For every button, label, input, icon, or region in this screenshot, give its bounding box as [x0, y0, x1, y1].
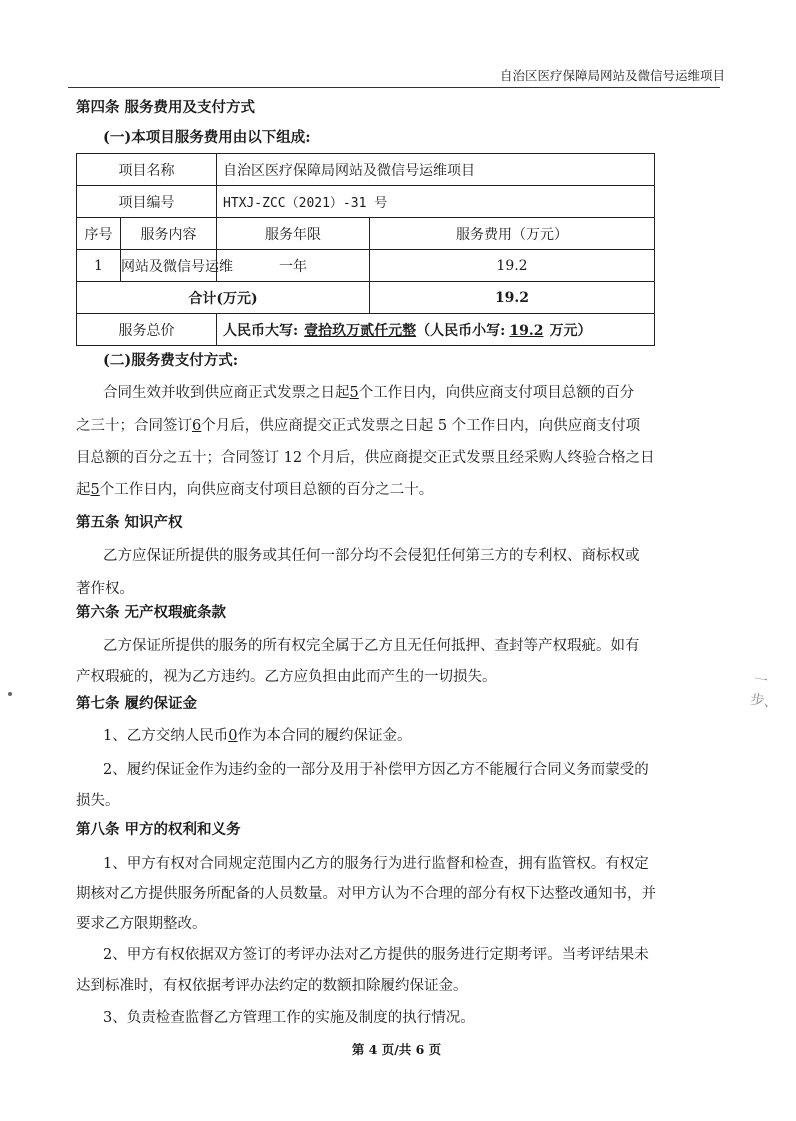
project-name-value: 自治区医疗保障局网站及微信号运维项目 — [217, 154, 655, 186]
text-span: 个月后，供应商提交正式发票之日起 5 个工作日内，向供应商支付项 — [201, 418, 641, 434]
payment-paragraph-line3: 目总额的百分之五十；合同签订 12 个月后，供应商提交正式发票且经采购人终验合格之日 — [76, 450, 655, 466]
article8-title: 第八条 甲方的权利和义务 — [76, 821, 241, 838]
table-price-row — [77, 314, 655, 346]
total-value: 19.2 — [370, 282, 655, 314]
col-header-period: 服务年限 — [217, 218, 370, 250]
running-header: 自治区医疗保障局网站及微信号运维项目 — [500, 68, 726, 83]
cell-period: 一年 — [217, 250, 370, 282]
article7-title: 第七条 履约保证金 — [76, 695, 198, 712]
article5-line2: 著作权。 — [76, 581, 134, 597]
payment-paragraph-line4 — [76, 478, 433, 499]
article5-title: 第五条 知识产权 — [76, 514, 183, 531]
project-name-label: 项目名称 — [77, 154, 217, 186]
margin-handwriting: 一步、 — [749, 671, 780, 713]
price-cn: 壹拾玖万贰仟元整 — [304, 322, 417, 339]
text-span: 个工作日内，向供应商支付项目总额的百分 — [358, 385, 635, 401]
days-value: 5 — [90, 482, 100, 498]
col-header-no: 序号 — [77, 218, 121, 250]
price-label: 服务总价 — [77, 314, 217, 346]
price-num-prefix: （人民币小写: — [416, 322, 506, 339]
page-number: 第 4 页/共 6 页 — [351, 1042, 442, 1057]
text-span: 合同生效并收到供应商正式发票之日起 — [103, 385, 350, 401]
payment-paragraph-line2 — [76, 414, 640, 435]
article8-line2: 期核对乙方提供服务所配备的人员数量。对甲方认为不合理的部分有权下达整改通知书，并 — [76, 886, 656, 902]
article6-line1: 乙方保证所提供的服务的所有权完全属于乙方且无任何抵押、查封等产权瑕疵。如有 — [103, 638, 640, 654]
article8-line3: 要求乙方限期整改。 — [76, 916, 207, 932]
total-label: 合计(万元) — [77, 282, 370, 314]
article6-title: 第六条 无产权瑕疵条款 — [76, 604, 227, 621]
cell-fee: 19.2 — [370, 250, 655, 282]
days-value: 5 — [349, 385, 359, 401]
text-span: 作为本合同的履约保证金。 — [237, 728, 412, 744]
months-value: 6 — [192, 418, 202, 434]
text-span: 个工作日内，向供应商支付项目总额的百分之二十。 — [99, 482, 434, 498]
article8-line6: 3、负责检查监督乙方管理工作的实施及制度的执行情况。 — [103, 1010, 475, 1026]
project-no-value: HTXJ-ZCC（2021）-31 号 — [217, 186, 655, 218]
table-total-row — [77, 282, 655, 314]
article7-line2: 2、履约保证金作为违约金的一部分及用于补偿甲方因乙方不能履行合同义务而蒙受的 — [103, 762, 649, 778]
table-row — [77, 250, 655, 282]
article5-line1: 乙方应保证所提供的服务或其任何一部分均不会侵犯任何第三方的专利权、商标权或 — [103, 548, 640, 564]
fee-composition-subtitle: (一)本项目服务费用由以下组成: — [103, 129, 311, 146]
price-num: 19.2 — [509, 322, 544, 339]
deposit-amount: 0 — [228, 728, 238, 744]
payment-paragraph-line1 — [103, 381, 634, 402]
article4-title: 第四条 服务费用及支付方式 — [76, 99, 256, 116]
text-span: 起 — [76, 482, 91, 498]
fee-table — [76, 153, 655, 346]
col-header-fee: 服务费用（万元） — [370, 218, 655, 250]
payment-subtitle: (二)服务费支付方式: — [103, 352, 239, 369]
article6-line2: 产权瑕疵的，视为乙方违约。乙方应负担由此而产生的一切损失。 — [76, 669, 497, 685]
header-rule — [68, 87, 720, 88]
table-header-row — [77, 218, 655, 250]
article8-line5: 达到标准时，有权依据考评办法约定的数额扣除履约保证金。 — [76, 978, 468, 994]
price-value — [217, 314, 655, 346]
project-no-label: 项目编号 — [77, 186, 217, 218]
text-span: 1、乙方交纳人民币 — [103, 728, 229, 744]
table-row — [77, 154, 655, 186]
cell-no: 1 — [77, 250, 121, 282]
price-cn-prefix: 人民币大写: — [223, 322, 299, 339]
article7-line1 — [103, 724, 411, 745]
binding-hole-mark — [8, 692, 12, 696]
article8-line4: 2、甲方有权依据双方签订的考评办法对乙方提供的服务进行定期考评。当考评结果未 — [103, 947, 649, 963]
table-row — [77, 186, 655, 218]
col-header-content: 服务内容 — [121, 218, 217, 250]
article8-line1: 1、甲方有权对合同规定范围内乙方的服务行为进行监督和检查，拥有监管权。有权定 — [103, 856, 649, 872]
article7-line3: 损失。 — [76, 793, 120, 809]
price-num-suffix: 万元） — [549, 322, 592, 339]
cell-content: 网站及微信号运维 — [121, 250, 217, 282]
text-span: 之三十；合同签订 — [76, 418, 192, 434]
